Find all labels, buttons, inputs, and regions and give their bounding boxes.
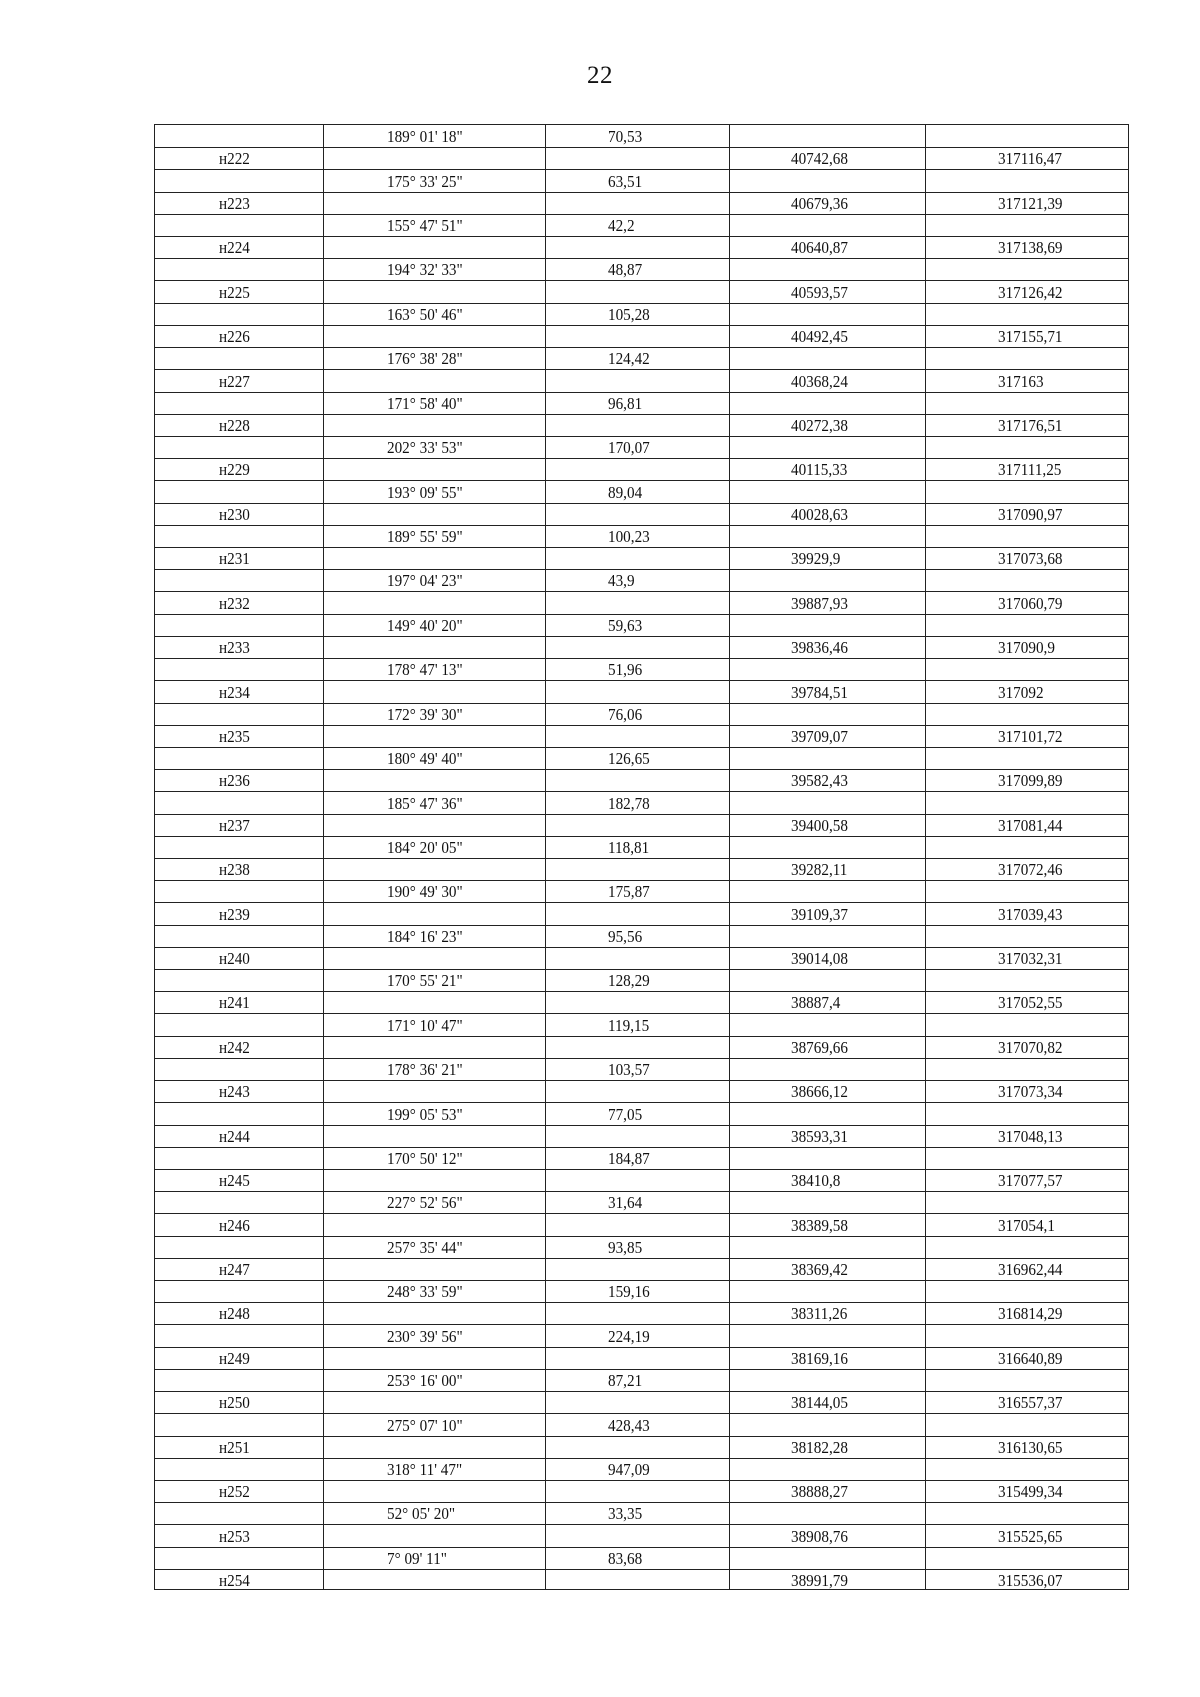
- row-divider: [155, 214, 1128, 215]
- row-divider: [155, 1236, 1128, 1237]
- y-coordinate: 317121,39: [998, 193, 1063, 213]
- x-coordinate: 38887,4: [791, 993, 841, 1013]
- point-label: н224: [219, 238, 250, 258]
- row-divider: [155, 703, 1128, 704]
- row-divider: [155, 991, 1128, 992]
- bearing-angle: 184° 16' 23": [387, 926, 463, 946]
- x-coordinate: 38991,79: [791, 1571, 848, 1590]
- row-divider: [155, 725, 1128, 726]
- y-coordinate: 317072,46: [998, 860, 1063, 880]
- y-coordinate: 317116,47: [998, 149, 1062, 169]
- segment-distance: 428,43: [608, 1415, 650, 1435]
- x-coordinate: 39887,93: [791, 593, 848, 613]
- point-label: н226: [219, 327, 250, 347]
- segment-distance: 184,87: [608, 1148, 650, 1168]
- row-divider: [155, 1213, 1128, 1214]
- point-label: н239: [219, 904, 250, 924]
- x-coordinate: 38169,16: [791, 1348, 848, 1368]
- row-divider: [155, 503, 1128, 504]
- bearing-angle: 253° 16' 00": [387, 1371, 463, 1391]
- segment-distance: 105,28: [608, 304, 650, 324]
- y-coordinate: 317052,55: [998, 993, 1063, 1013]
- bearing-angle: 176° 38' 28": [387, 349, 463, 369]
- y-coordinate: 317048,13: [998, 1126, 1063, 1146]
- row-divider: [155, 458, 1128, 459]
- coordinates-table: [154, 124, 1129, 1590]
- point-label: н247: [219, 1260, 250, 1280]
- x-coordinate: 38908,76: [791, 1526, 848, 1546]
- segment-distance: 100,23: [608, 527, 650, 547]
- row-divider: [155, 769, 1128, 770]
- row-divider: [155, 1369, 1128, 1370]
- row-divider: [155, 1547, 1128, 1548]
- bearing-angle: 171° 10' 47": [387, 1015, 463, 1035]
- row-divider: [155, 280, 1128, 281]
- y-coordinate: 317163: [998, 371, 1044, 391]
- row-divider: [155, 925, 1128, 926]
- point-label: н251: [219, 1437, 250, 1457]
- segment-distance: 159,16: [608, 1282, 650, 1302]
- row-divider: [155, 192, 1128, 193]
- x-coordinate: 40679,36: [791, 193, 848, 213]
- row-divider: [155, 1324, 1128, 1325]
- row-divider: [155, 303, 1128, 304]
- y-coordinate: 317092: [998, 682, 1044, 702]
- bearing-angle: 52° 05' 20": [387, 1504, 456, 1524]
- bearing-angle: 197° 04' 23": [387, 571, 463, 591]
- row-divider: [155, 858, 1128, 859]
- point-label: н240: [219, 949, 250, 969]
- point-label: н222: [219, 149, 250, 169]
- bearing-angle: 190° 49' 30": [387, 882, 463, 902]
- row-divider: [155, 658, 1128, 659]
- segment-distance: 170,07: [608, 438, 650, 458]
- bearing-angle: 189° 55' 59": [387, 527, 463, 547]
- segment-distance: 126,65: [608, 749, 650, 769]
- row-divider: [155, 680, 1128, 681]
- y-coordinate: 317073,34: [998, 1082, 1063, 1102]
- y-coordinate: 316640,89: [998, 1348, 1063, 1368]
- bearing-angle: 172° 39' 30": [387, 704, 463, 724]
- bearing-angle: 318° 11' 47": [387, 1459, 463, 1479]
- segment-distance: 95,56: [608, 926, 643, 946]
- y-coordinate: 315536,07: [998, 1571, 1063, 1590]
- point-label: н245: [219, 1171, 250, 1191]
- y-coordinate: 317060,79: [998, 593, 1063, 613]
- segment-distance: 87,21: [608, 1371, 643, 1391]
- segment-distance: 128,29: [608, 971, 650, 991]
- point-label: н235: [219, 726, 250, 746]
- y-coordinate: 317070,82: [998, 1037, 1063, 1057]
- x-coordinate: 39014,08: [791, 949, 848, 969]
- row-divider: [155, 1125, 1128, 1126]
- bearing-angle: 178° 47' 13": [387, 660, 463, 680]
- row-divider: [155, 947, 1128, 948]
- row-divider: [155, 880, 1128, 881]
- bearing-angle: 199° 05' 53": [387, 1104, 463, 1124]
- x-coordinate: 39836,46: [791, 638, 848, 658]
- point-label: н254: [219, 1571, 250, 1590]
- x-coordinate: 40640,87: [791, 238, 848, 258]
- point-label: н242: [219, 1037, 250, 1057]
- y-coordinate: 317126,42: [998, 282, 1063, 302]
- row-divider: [155, 147, 1128, 148]
- point-label: н252: [219, 1482, 250, 1502]
- y-coordinate: 317090,97: [998, 504, 1063, 524]
- segment-distance: 31,64: [608, 1193, 643, 1213]
- bearing-angle: 202° 33' 53": [387, 438, 463, 458]
- segment-distance: 93,85: [608, 1237, 643, 1257]
- y-coordinate: 316962,44: [998, 1260, 1063, 1280]
- bearing-angle: 170° 55' 21": [387, 971, 463, 991]
- row-divider: [155, 1080, 1128, 1081]
- point-label: н230: [219, 504, 250, 524]
- row-divider: [155, 1347, 1128, 1348]
- point-label: н249: [219, 1348, 250, 1368]
- y-coordinate: 317039,43: [998, 904, 1063, 924]
- segment-distance: 83,68: [608, 1548, 643, 1568]
- point-label: н248: [219, 1304, 250, 1324]
- point-label: н244: [219, 1126, 250, 1146]
- bearing-angle: 7° 09' 11": [387, 1548, 447, 1568]
- segment-distance: 182,78: [608, 793, 650, 813]
- x-coordinate: 38389,58: [791, 1215, 848, 1235]
- row-divider: [155, 392, 1128, 393]
- x-coordinate: 40593,57: [791, 282, 848, 302]
- point-label: н227: [219, 371, 250, 391]
- point-label: н234: [219, 682, 250, 702]
- segment-distance: 947,09: [608, 1459, 650, 1479]
- point-label: н241: [219, 993, 250, 1013]
- bearing-angle: 155° 47' 51": [387, 216, 463, 236]
- row-divider: [155, 836, 1128, 837]
- row-divider: [155, 747, 1128, 748]
- segment-distance: 77,05: [608, 1104, 643, 1124]
- y-coordinate: 317073,68: [998, 549, 1063, 569]
- point-label: н223: [219, 193, 250, 213]
- x-coordinate: 39582,43: [791, 771, 848, 791]
- point-label: н231: [219, 549, 250, 569]
- row-divider: [155, 1524, 1128, 1525]
- row-divider: [155, 902, 1128, 903]
- point-label: н238: [219, 860, 250, 880]
- row-divider: [155, 258, 1128, 259]
- y-coordinate: 317101,72: [998, 726, 1063, 746]
- row-divider: [155, 1480, 1128, 1481]
- bearing-angle: 194° 32' 33": [387, 260, 463, 280]
- point-label: н243: [219, 1082, 250, 1102]
- x-coordinate: 38666,12: [791, 1082, 848, 1102]
- x-coordinate: 39709,07: [791, 726, 848, 746]
- x-coordinate: 38593,31: [791, 1126, 848, 1146]
- x-coordinate: 38182,28: [791, 1437, 848, 1457]
- row-divider: [155, 236, 1128, 237]
- point-label: н253: [219, 1526, 250, 1546]
- y-coordinate: 316557,37: [998, 1393, 1063, 1413]
- segment-distance: 42,2: [608, 216, 635, 236]
- bearing-angle: 180° 49' 40": [387, 749, 463, 769]
- row-divider: [155, 1502, 1128, 1503]
- x-coordinate: 40742,68: [791, 149, 848, 169]
- segment-distance: 118,81: [608, 838, 650, 857]
- row-divider: [155, 569, 1128, 570]
- page-number: 22: [587, 62, 613, 89]
- row-divider: [155, 1413, 1128, 1414]
- x-coordinate: 39400,58: [791, 815, 848, 835]
- row-divider: [155, 1191, 1128, 1192]
- row-divider: [155, 414, 1128, 415]
- x-coordinate: 39282,11: [791, 860, 848, 880]
- bearing-angle: 230° 39' 56": [387, 1326, 463, 1346]
- row-divider: [155, 591, 1128, 592]
- x-coordinate: 38144,05: [791, 1393, 848, 1413]
- row-divider: [155, 1147, 1128, 1148]
- x-coordinate: 39929,9: [791, 549, 841, 569]
- segment-distance: 76,06: [608, 704, 643, 724]
- point-label: н246: [219, 1215, 250, 1235]
- row-divider: [155, 547, 1128, 548]
- row-divider: [155, 1102, 1128, 1103]
- bearing-angle: 149° 40' 20": [387, 615, 463, 635]
- y-coordinate: 317155,71: [998, 327, 1063, 347]
- bearing-angle: 275° 07' 10": [387, 1415, 463, 1435]
- bearing-angle: 185° 47' 36": [387, 793, 463, 813]
- segment-distance: 59,63: [608, 615, 643, 635]
- segment-distance: 48,87: [608, 260, 643, 280]
- y-coordinate: 315525,65: [998, 1526, 1063, 1546]
- point-label: н232: [219, 593, 250, 613]
- segment-distance: 96,81: [608, 393, 643, 413]
- x-coordinate: 38410,8: [791, 1171, 841, 1191]
- row-divider: [155, 525, 1128, 526]
- row-divider: [155, 791, 1128, 792]
- row-divider: [155, 814, 1128, 815]
- row-divider: [155, 1258, 1128, 1259]
- segment-distance: 43,9: [608, 571, 635, 591]
- bearing-angle: 163° 50' 46": [387, 304, 463, 324]
- y-coordinate: 317111,25: [998, 460, 1062, 480]
- y-coordinate: 317138,69: [998, 238, 1063, 258]
- point-label: н228: [219, 415, 250, 435]
- x-coordinate: 40368,24: [791, 371, 848, 391]
- bearing-angle: 193° 09' 55": [387, 482, 463, 502]
- x-coordinate: 40115,33: [791, 460, 848, 480]
- bearing-angle: 171° 58' 40": [387, 393, 463, 413]
- point-label: н233: [219, 638, 250, 658]
- segment-distance: 70,53: [608, 127, 643, 147]
- segment-distance: 63,51: [608, 171, 643, 191]
- y-coordinate: 317099,89: [998, 771, 1063, 791]
- row-divider: [155, 1391, 1128, 1392]
- row-divider: [155, 169, 1128, 170]
- bearing-angle: 184° 20' 05": [387, 838, 463, 857]
- x-coordinate: 40272,38: [791, 415, 848, 435]
- segment-distance: 103,57: [608, 1060, 650, 1080]
- x-coordinate: 40028,63: [791, 504, 848, 524]
- row-divider: [155, 1169, 1128, 1170]
- row-divider: [155, 614, 1128, 615]
- row-divider: [155, 325, 1128, 326]
- x-coordinate: 40492,45: [791, 327, 848, 347]
- segment-distance: 89,04: [608, 482, 643, 502]
- bearing-angle: 178° 36' 21": [387, 1060, 463, 1080]
- row-divider: [155, 1569, 1128, 1570]
- row-divider: [155, 1280, 1128, 1281]
- y-coordinate: 317032,31: [998, 949, 1063, 969]
- x-coordinate: 38888,27: [791, 1482, 848, 1502]
- y-coordinate: 316130,65: [998, 1437, 1063, 1457]
- y-coordinate: 317054,1: [998, 1215, 1055, 1235]
- bearing-angle: 175° 33' 25": [387, 171, 463, 191]
- row-divider: [155, 1458, 1128, 1459]
- y-coordinate: 317077,57: [998, 1171, 1063, 1191]
- bearing-angle: 170° 50' 12": [387, 1148, 463, 1168]
- row-divider: [155, 1302, 1128, 1303]
- x-coordinate: 39109,37: [791, 904, 848, 924]
- row-divider: [155, 347, 1128, 348]
- point-label: н236: [219, 771, 250, 791]
- row-divider: [155, 480, 1128, 481]
- row-divider: [155, 369, 1128, 370]
- point-label: н237: [219, 815, 250, 835]
- y-coordinate: 317081,44: [998, 815, 1063, 835]
- row-divider: [155, 1036, 1128, 1037]
- bearing-angle: 257° 35' 44": [387, 1237, 463, 1257]
- row-divider: [155, 1058, 1128, 1059]
- y-coordinate: 315499,34: [998, 1482, 1063, 1502]
- x-coordinate: 38369,42: [791, 1260, 848, 1280]
- point-label: н225: [219, 282, 250, 302]
- segment-distance: 51,96: [608, 660, 643, 680]
- segment-distance: 33,35: [608, 1504, 643, 1524]
- x-coordinate: 38311,26: [791, 1304, 848, 1324]
- row-divider: [155, 436, 1128, 437]
- bearing-angle: 189° 01' 18": [387, 127, 463, 147]
- x-coordinate: 38769,66: [791, 1037, 848, 1057]
- bearing-angle: 227° 52' 56": [387, 1193, 463, 1213]
- row-divider: [155, 1436, 1128, 1437]
- x-coordinate: 39784,51: [791, 682, 848, 702]
- segment-distance: 175,87: [608, 882, 650, 902]
- row-divider: [155, 1013, 1128, 1014]
- point-label: н229: [219, 460, 250, 480]
- segment-distance: 224,19: [608, 1326, 650, 1346]
- point-label: н250: [219, 1393, 250, 1413]
- segment-distance: 124,42: [608, 349, 650, 369]
- bearing-angle: 248° 33' 59": [387, 1282, 463, 1302]
- row-divider: [155, 969, 1128, 970]
- segment-distance: 119,15: [608, 1015, 650, 1035]
- y-coordinate: 317176,51: [998, 415, 1063, 435]
- row-divider: [155, 636, 1128, 637]
- y-coordinate: 317090,9: [998, 638, 1055, 658]
- y-coordinate: 316814,29: [998, 1304, 1063, 1324]
